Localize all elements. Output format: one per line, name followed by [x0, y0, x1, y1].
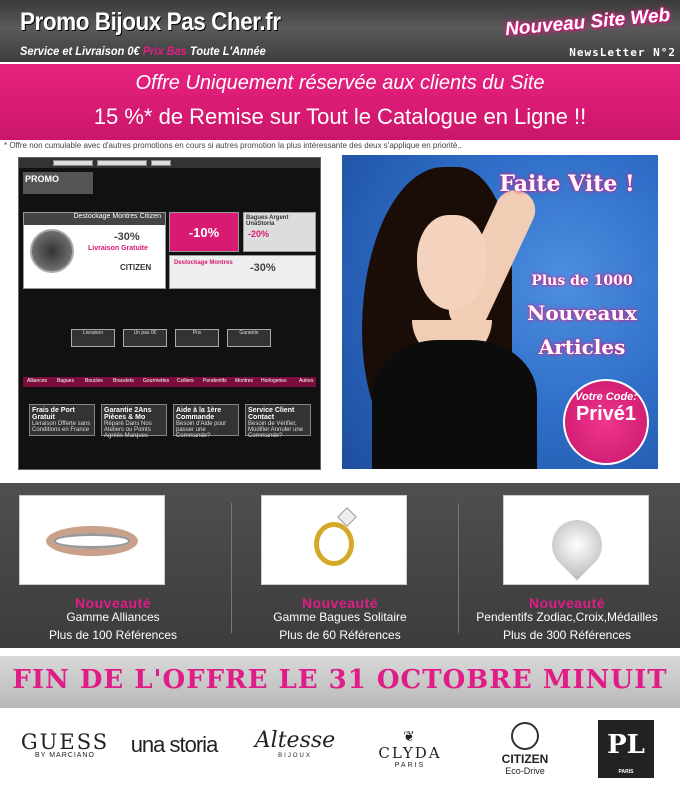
solitaire-ring-icon: [314, 522, 354, 566]
promo-code-badge: [563, 379, 649, 465]
promo-line-2: Nouveaux: [527, 301, 637, 325]
screenshot-info-box: [245, 404, 311, 439]
screenshot-info-box-text: Livraison Offerte sans Conditions en France: [32, 421, 91, 433]
product-title: Gamme Alliances: [66, 610, 160, 624]
promo-line-1: Plus de 1000: [531, 273, 633, 289]
website-screenshot[interactable]: [18, 157, 321, 470]
brand-pl-name: PL: [607, 730, 645, 760]
ring-icon: [46, 526, 138, 556]
promo-headline: Faite Vite !: [499, 171, 635, 197]
product-card[interactable]: [0, 483, 226, 648]
screenshot-banner-silver-pct: -20%: [248, 229, 270, 239]
screenshot-info-box: [29, 404, 95, 436]
brand-logos: [0, 708, 680, 800]
brand-altesse-sub: BIJOUX: [278, 753, 312, 759]
newsletter-number: NewsLetter N°2: [569, 46, 676, 59]
product-count: Plus de 60 Références: [279, 628, 401, 642]
product-badge: Nouveauté: [528, 595, 606, 611]
model-dress: [372, 340, 537, 469]
offer-end-banner: [0, 656, 680, 708]
product-image[interactable]: [503, 495, 649, 585]
citizen-seal-icon: [511, 722, 539, 750]
brand-altesse-logo[interactable]: [252, 728, 338, 759]
header: [0, 0, 680, 62]
product-count: Plus de 100 Références: [48, 628, 178, 642]
new-site-badge: Nouveau Site Web: [503, 4, 671, 41]
screenshot-banner-watches-pct: -30%: [250, 262, 276, 274]
offer-end-text: FIN DE L'OFFRE LE 31 OCTOBRE MINUIT: [12, 665, 668, 695]
brand-citizen-sub: Eco-Drive: [505, 766, 545, 776]
screenshot-menu-item: Gourmettes: [143, 378, 170, 384]
brand-altesse-name: Altesse: [254, 728, 336, 753]
screenshot-info-box-title: Frais de Port Gratuit: [32, 407, 75, 421]
screenshot-logo: PROMO: [23, 172, 93, 194]
screenshot-menu-item: Boucles: [85, 378, 103, 384]
screenshot-banner-citizen-pct: -30%: [114, 231, 140, 243]
promo-visual[interactable]: [342, 155, 658, 469]
screenshot-go-field: [151, 160, 171, 166]
screenshot-banner-discount-pct: -10%: [188, 225, 220, 240]
screenshot-menu-item: Horlogeries: [261, 378, 287, 384]
promo-code-label: Votre Code:: [575, 391, 637, 403]
offer-banner[interactable]: [0, 64, 680, 140]
product-card[interactable]: [454, 483, 680, 648]
screenshot-menu-item: Alliances: [27, 378, 48, 384]
products-strip: [0, 483, 680, 648]
brand-citizen-name: CITIZEN: [501, 752, 549, 766]
brand-guess-logo[interactable]: [20, 730, 110, 759]
tulip-icon: ❦: [403, 729, 417, 745]
screenshot-menu-bar: [23, 377, 316, 387]
screenshot-info-box-text: Besoin d'Aide pour passer une Commande?: [176, 421, 227, 439]
screenshot-info-box-text: Réparé Dans Nos Ateliers ou Points Agréés Marques: [104, 421, 152, 439]
product-title: Gamme Bagues Solitaire: [273, 610, 407, 624]
screenshot-menu-item: Pendentifs: [203, 378, 227, 384]
brand-guess-name: GUESS: [20, 730, 110, 754]
brand-pl-logo[interactable]: [598, 720, 654, 778]
screenshot-search-field: [53, 160, 93, 166]
product-badge: Nouveauté: [74, 595, 152, 611]
product-image[interactable]: [261, 495, 407, 585]
offer-line-1: Offre Uniquement réservée aux clients du Site: [135, 72, 545, 94]
screenshot-banner-citizen-title: Destockage Montres Citizen: [24, 213, 165, 225]
screenshot-info-box-title: Service Client Contact: [248, 407, 295, 421]
product-count: Plus de 300 Références: [502, 628, 632, 642]
brand-clyda-name: CLYDA: [378, 744, 442, 762]
brand-pl-sub: PARIS: [618, 769, 634, 775]
screenshot-banner-citizen: [23, 212, 166, 289]
promo-code: Privé1: [575, 403, 637, 425]
screenshot-info-box: [173, 404, 239, 439]
model-face: [417, 215, 487, 310]
screenshot-info-box: [101, 404, 167, 439]
screenshot-menu-item: Colliers: [177, 378, 194, 384]
screenshot-banner-silver-title: Bagues Argent UnaStoria: [246, 215, 289, 227]
brand-clyda-logo[interactable]: [375, 730, 445, 769]
heart-pendant-icon: [542, 510, 613, 581]
tagline-before: Service et Livraison 0€: [20, 44, 140, 58]
promo-line-3: Articles: [538, 335, 626, 359]
screenshot-menu-item: Montres: [235, 378, 254, 384]
screenshot-menu-item: Autres: [299, 378, 314, 384]
screenshot-menu-item: Bagues: [57, 378, 74, 384]
screenshot-step-3: Prix: [175, 329, 219, 347]
screenshot-info-box-title: Garantie 2Ans Pièces & Mo: [104, 407, 152, 421]
screenshot-banner-citizen-sub: Livraison Gratuite: [88, 245, 148, 252]
brand-unastoria-logo[interactable]: una storia: [130, 732, 218, 757]
screenshot-menu-item: Bracelets: [113, 378, 134, 384]
screenshot-info-box-text: Besoin de Vérifier, Modifier Annuler une Commande?: [248, 421, 304, 439]
offer-line-2: 15 %* de Remise sur Tout le Catalogue en Ligne !!: [93, 104, 587, 129]
screenshot-info-box-title: Aide à la 1ère Commande: [176, 407, 222, 421]
screenshot-topbar: [19, 158, 320, 168]
site-tagline: [20, 44, 266, 58]
brand-guess-sub: BY MARCIANO: [35, 752, 95, 759]
product-title: Pendentifs Zodiac,Croix,Médailles: [476, 610, 658, 624]
screenshot-banner-watches-title: Destockage Montres: [174, 260, 233, 266]
brand-citizen-logo[interactable]: [490, 722, 560, 776]
watch-icon: [30, 229, 74, 273]
screenshot-select-field: [97, 160, 147, 166]
screenshot-banner-watches: [169, 255, 316, 289]
product-image[interactable]: [19, 495, 165, 585]
site-title[interactable]: Promo Bijoux Pas Cher.fr: [20, 8, 281, 36]
screenshot-citizen-logo: CITIZEN: [120, 263, 152, 272]
tagline-highlight: Prix Bas: [142, 44, 187, 58]
tagline-after: Toute L'Année: [190, 44, 266, 58]
screenshot-step-1: Livraison: [71, 329, 115, 347]
screenshot-banner-discount: [169, 212, 239, 252]
product-card[interactable]: [227, 483, 453, 648]
screenshot-step-2: Un pas 0€: [123, 329, 167, 347]
brand-clyda-sub: PARIS: [394, 762, 426, 769]
product-badge: Nouveauté: [301, 595, 379, 611]
screenshot-banner-silver: [243, 212, 316, 252]
offer-disclaimer: * Offre non cumulable avec d'autres promotions en cours si autres promotion la plus intéressante des deux s'applique en priorité..: [4, 141, 462, 150]
screenshot-step-4: Garantie: [227, 329, 271, 347]
